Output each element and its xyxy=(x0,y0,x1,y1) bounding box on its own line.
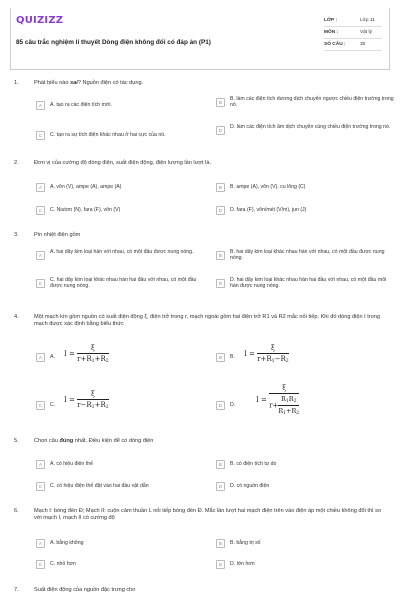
formula-symbol: = xyxy=(261,396,267,404)
question-emphasis: sai xyxy=(70,80,78,86)
formula-symbol: I xyxy=(244,350,247,358)
option-text: D. lớn hơn xyxy=(230,560,255,567)
formula-symbol: R xyxy=(100,401,106,409)
formula-symbol: R xyxy=(86,401,92,409)
question-text: Pin nhiệt điện gồm xyxy=(34,232,81,238)
meta-class-row xyxy=(324,15,382,27)
question-text-part: Phát biểu nào xyxy=(34,80,71,86)
option-c[interactable] xyxy=(36,128,208,142)
option-letter-box: A xyxy=(36,183,45,192)
option-letter-box: D xyxy=(216,126,225,135)
option-c[interactable] xyxy=(36,479,208,493)
formula-symbol: R xyxy=(288,395,294,403)
option-letter-box: C xyxy=(36,482,45,491)
option-letter-box: B xyxy=(216,539,225,548)
option-b[interactable] xyxy=(216,457,394,471)
formula-fraction xyxy=(269,384,299,416)
question-number: 7. xyxy=(14,587,19,593)
option-text: B. có điện tích tự do xyxy=(230,460,277,467)
option-a[interactable] xyxy=(36,247,208,269)
option-text: D. làm các điện tích âm dịch chuyển cùng chiều điện trường trong nó. xyxy=(230,124,391,130)
worksheet-meta xyxy=(324,15,382,51)
option-letter-box: B xyxy=(216,98,225,107)
formula-symbol: R xyxy=(266,355,272,363)
option-b[interactable] xyxy=(216,536,394,550)
option-letter-box: A xyxy=(36,539,45,548)
formula-subscript: 2 xyxy=(296,411,300,416)
header-border-right xyxy=(389,8,390,70)
formula-symbol: = xyxy=(69,396,75,404)
formula-numerator: ξ xyxy=(257,344,289,354)
formula-fraction xyxy=(77,344,109,364)
formula-symbol: r xyxy=(257,355,261,363)
question-text xyxy=(34,80,384,87)
formula-symbol: = xyxy=(69,350,75,358)
page-title: 85 câu trắc nghiệm lí thuyết Dòng điện không đổi có đáp án (P1) xyxy=(16,39,211,46)
option-text: A. bằng không xyxy=(50,539,84,546)
option-letter-box: D xyxy=(216,560,225,569)
option-text: D. xyxy=(230,401,236,408)
option-letter-box: D xyxy=(216,206,225,215)
formula-numerator: ξ xyxy=(77,344,109,354)
option-a[interactable] xyxy=(36,98,208,112)
option-a[interactable] xyxy=(36,180,208,194)
question-text: Suất điện động của nguồn đặc trưng cho xyxy=(34,587,136,593)
formula-symbol: R xyxy=(100,355,106,363)
formula-denominator xyxy=(257,354,289,364)
option-d[interactable] xyxy=(216,557,394,571)
question-text-part: Chọn câu xyxy=(34,438,60,444)
formula-denominator xyxy=(77,354,109,364)
formula-symbol: + xyxy=(286,407,292,415)
meta-count-label: SỐ CÂU : xyxy=(324,42,346,47)
option-text: B. hai dây kim loại khác nhau hàn với nhau, có một đầu được nung nóng. xyxy=(230,249,385,262)
formula-numerator: ξ xyxy=(77,390,109,400)
header-border-left xyxy=(10,8,11,70)
question-text: Một mạch kín gồm nguồn có suất điện động ξ, điện trở trong r, mạch ngoài gồm hai điện trở R1 và R2 mắc nối tiếp. Khi đó dòng điện I trong mạch được xác định bằng biểu thức xyxy=(34,314,380,328)
formula-denominator xyxy=(278,406,299,416)
option-text: C. nhỏ hơn xyxy=(50,560,76,567)
question-number: 3. xyxy=(14,232,19,238)
option-c[interactable] xyxy=(36,275,208,297)
formula-symbol: − xyxy=(274,355,281,363)
option-text: B. làm các điện tích dương dịch chuyển ngược chiều điện trường trong nó. xyxy=(230,96,394,109)
question-number: 6. xyxy=(14,508,19,514)
question-number: 5. xyxy=(14,438,19,444)
option-d[interactable] xyxy=(216,275,394,297)
option-d[interactable] xyxy=(216,122,394,144)
option-letter-box: D xyxy=(216,482,225,491)
formula-subscript: 1 xyxy=(285,399,289,404)
formula-subscript: 2 xyxy=(293,399,297,404)
option-letter-box: C xyxy=(36,560,45,569)
option-letter-box: A xyxy=(36,460,45,469)
option-text: A. tạo ra các điện tích mới. xyxy=(50,101,112,108)
formula-subscript: 1 xyxy=(91,359,95,364)
option-text: C. có hiệu điện thế đặt vào hai đầu vật dẫn xyxy=(50,482,149,489)
quizizz-logo: QUIZIZZ xyxy=(16,15,64,26)
question-text xyxy=(34,438,384,445)
question-number: 2. xyxy=(14,160,19,166)
question-text: Đơn vị của cường độ dòng điện, suất điện động, điện lượng lần lượt là. xyxy=(34,160,212,166)
formula-fraction xyxy=(77,390,109,410)
meta-subject-row xyxy=(324,27,382,39)
question-6 xyxy=(14,508,390,576)
formula-option-a xyxy=(64,344,109,364)
option-a[interactable] xyxy=(36,536,208,550)
formula-option-b xyxy=(244,344,289,364)
option-letter-box: C xyxy=(36,206,45,215)
option-c[interactable] xyxy=(36,398,55,412)
formula-symbol: + xyxy=(80,355,87,363)
question-5 xyxy=(14,438,390,498)
worksheet-header xyxy=(10,8,390,70)
formula-subscript: 2 xyxy=(105,405,109,410)
formula-denominator xyxy=(269,394,299,416)
meta-class-label: LỚP : xyxy=(324,18,338,23)
formula-numerator: ξ xyxy=(269,384,299,394)
formula-symbol: I xyxy=(64,396,67,404)
option-d[interactable] xyxy=(216,203,394,217)
formula-symbol: R xyxy=(86,355,92,363)
option-text: A. xyxy=(50,353,55,360)
option-text: C. tạo ra sự tích điện khác nhau ở hai cực của nó. xyxy=(50,131,166,138)
option-text: C. Niutơn (N), fara (F), vôn (V) xyxy=(50,206,121,213)
formula-symbol: I xyxy=(256,396,259,404)
question-text: Mạch I: bóng đèn Đ; Mạch II: cuộn cảm thuần L nối tiếp bóng đèn Đ. Mắc lần lượt hai mạch điện trên vào điện áp một chiều không đổi thì so với mạch I, mạch II có cường độ xyxy=(34,508,382,522)
question-7 xyxy=(14,587,390,599)
formula-subscript: 2 xyxy=(105,359,109,364)
option-letter-box: C xyxy=(36,401,45,410)
option-text: D. hai dây kim loại khác nhau hàn hai đầu với nhau, có một đầu môi hàn được nung nóng. xyxy=(230,277,387,290)
question-1 xyxy=(14,80,394,150)
option-letter-box: A xyxy=(36,101,45,110)
meta-count-value: 30 xyxy=(360,42,366,47)
formula-inner-fraction xyxy=(278,395,299,416)
formula-symbol: R xyxy=(280,355,286,363)
option-text: B. ampe (A), vôn (V), cu lông (C) xyxy=(230,183,306,190)
question-number: 4. xyxy=(14,314,19,320)
option-b[interactable] xyxy=(216,350,235,364)
formula-symbol: + xyxy=(94,355,101,363)
formula-symbol: r xyxy=(77,401,81,409)
question-text-part: ? Nguồn điện có tác dụng. xyxy=(77,80,144,86)
option-text: C. hai dây kim loại khác nhau hàn hai đầu với nhau, có một đầu được nung nóng. xyxy=(50,277,197,290)
option-text: C. xyxy=(50,401,56,408)
option-letter-box: A xyxy=(36,251,45,260)
option-letter-box: B xyxy=(216,251,225,260)
option-a[interactable] xyxy=(36,457,208,471)
formula-symbol: + xyxy=(94,401,101,409)
option-a[interactable] xyxy=(36,350,55,364)
option-letter-box: B xyxy=(216,183,225,192)
option-text: B. xyxy=(230,353,235,360)
formula-subscript: 1 xyxy=(91,405,95,410)
formula-option-c xyxy=(64,390,109,410)
option-text: A. có hiệu điện thế xyxy=(50,460,93,467)
formula-numerator xyxy=(278,395,299,406)
option-text: D. fara (F), vôn/mét (V/m), jun (J) xyxy=(230,206,307,213)
formula-subscript: 1 xyxy=(283,411,287,416)
option-c[interactable] xyxy=(36,203,208,217)
meta-count-row xyxy=(324,39,382,51)
formula-symbol: − xyxy=(80,401,87,409)
option-text: A. hai dây kim loại hàn với nhau, có một đầu được nung nóng. xyxy=(50,249,194,255)
formula-option-d xyxy=(256,384,299,416)
option-letter-box: A xyxy=(36,353,45,362)
option-text: B. bằng trị số xyxy=(230,539,261,546)
question-text-part: nhất. Điều kiện để có dòng điện xyxy=(73,438,154,444)
formula-fraction xyxy=(257,344,289,364)
formula-subscript: 2 xyxy=(285,359,289,364)
option-letter-box: B xyxy=(216,353,225,362)
formula-symbol: r xyxy=(269,401,273,410)
meta-subject-label: MÔN : xyxy=(324,30,339,35)
question-emphasis: đúng xyxy=(59,438,74,444)
option-text: D. có nguồn điện xyxy=(230,482,270,489)
formula-symbol: = xyxy=(249,350,255,358)
option-letter-box: C xyxy=(36,131,45,140)
question-3 xyxy=(14,232,390,304)
formula-symbol: R xyxy=(278,407,284,415)
formula-symbol: R xyxy=(291,407,297,415)
option-b[interactable] xyxy=(216,180,394,194)
option-text: A. vôn (V), ampe (A), ampe (A) xyxy=(50,183,122,190)
question-4 xyxy=(14,314,390,432)
formula-symbol: R xyxy=(281,395,286,403)
header-border-bottom xyxy=(10,69,390,70)
formula-symbol: r xyxy=(77,355,81,363)
option-c[interactable] xyxy=(36,557,208,571)
option-d[interactable] xyxy=(216,479,394,493)
formula-denominator xyxy=(77,400,109,410)
meta-class-value: Lớp 11 xyxy=(360,18,375,23)
formula-subscript: 1 xyxy=(271,359,275,364)
formula-symbol: + xyxy=(260,355,267,363)
option-letter-box: B xyxy=(216,460,225,469)
option-letter-box: C xyxy=(36,279,45,288)
option-b[interactable] xyxy=(216,94,394,116)
formula-symbol: + xyxy=(272,401,279,410)
option-d[interactable] xyxy=(216,398,235,412)
option-letter-box: D xyxy=(216,401,225,410)
formula-symbol: I xyxy=(64,350,67,358)
question-number: 1. xyxy=(14,80,19,86)
meta-subject-value: Vật lý xyxy=(360,30,372,35)
option-letter-box: D xyxy=(216,279,225,288)
question-2 xyxy=(14,160,390,220)
option-b[interactable] xyxy=(216,247,394,269)
